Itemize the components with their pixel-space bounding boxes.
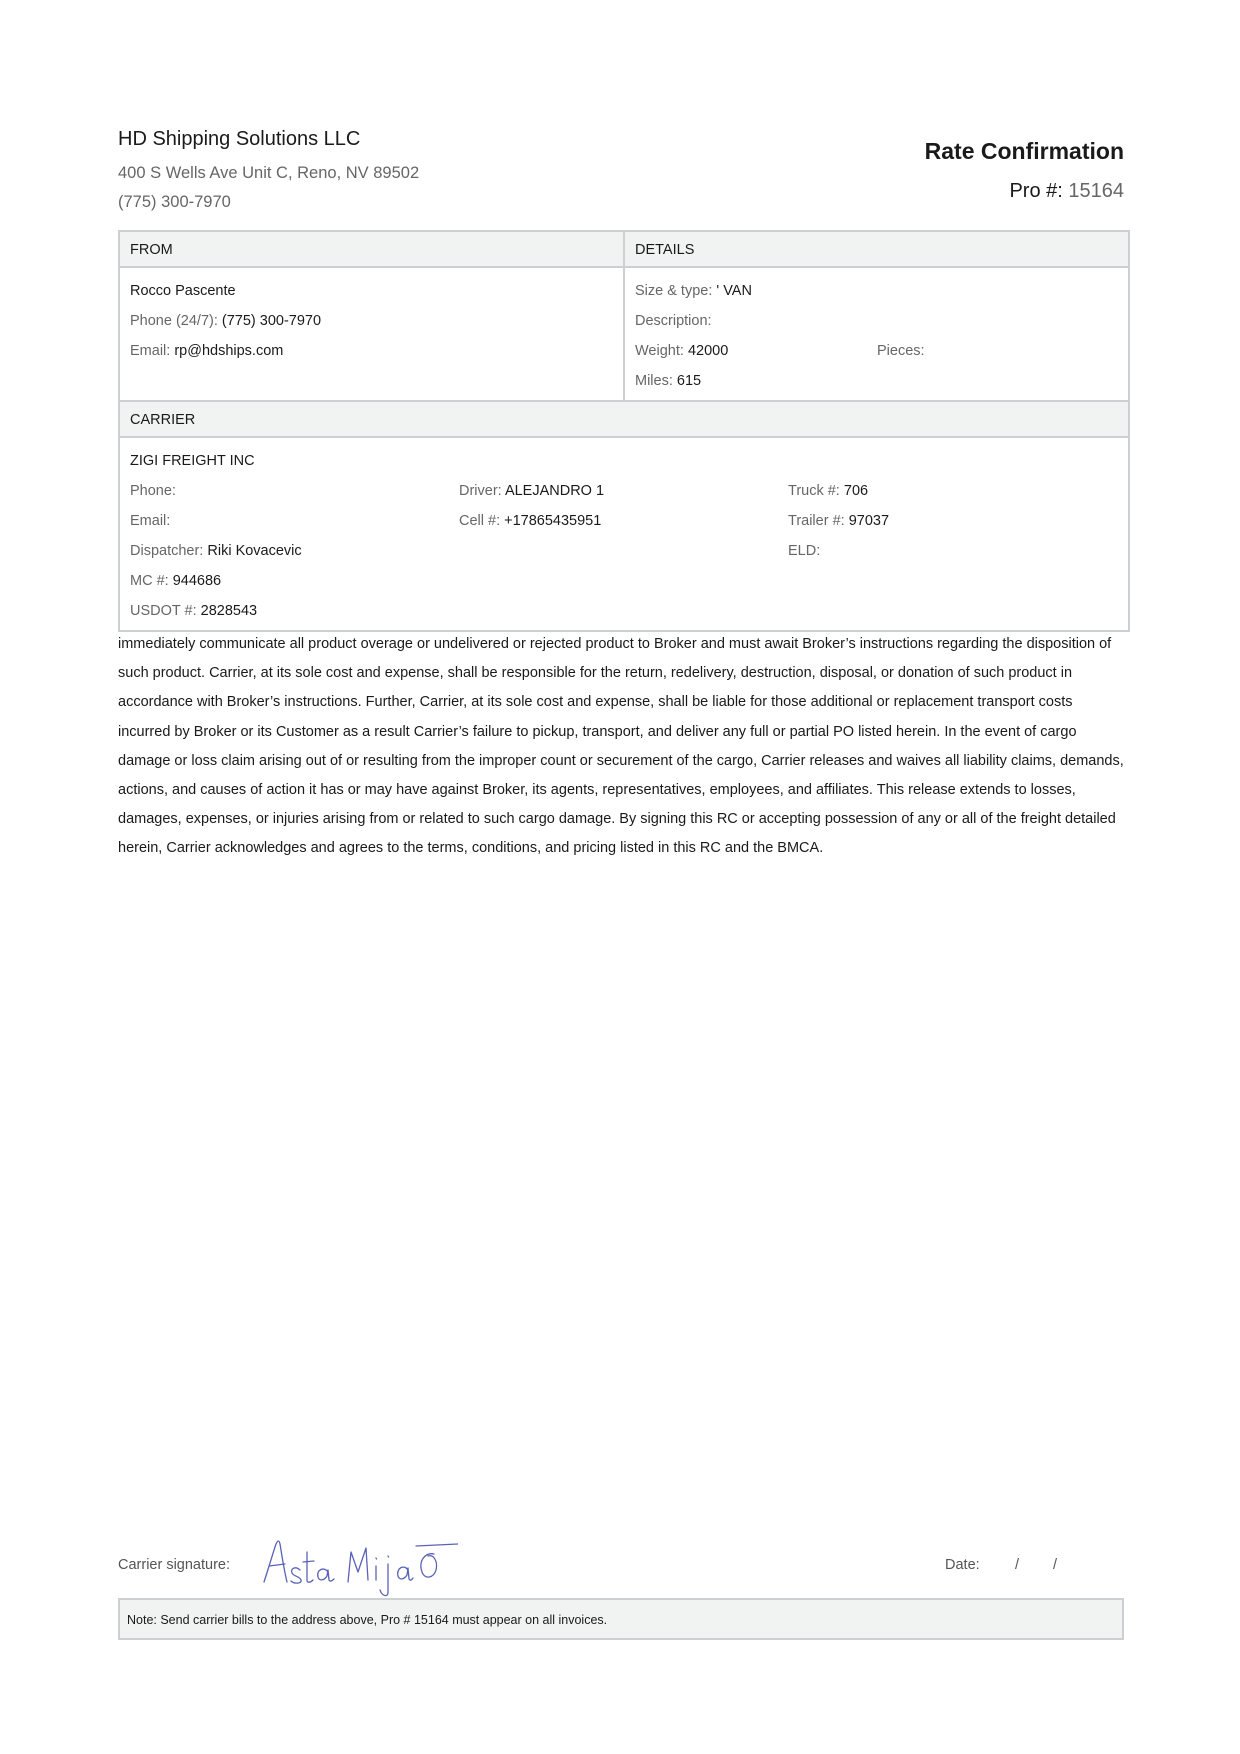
usdot-row (130, 596, 459, 626)
pieces-field (877, 336, 925, 366)
carrier-name: ZIGI FREIGHT INC (130, 453, 255, 469)
from-section-header: FROM (119, 231, 624, 267)
from-phone-value: (775) 300-7970 (221, 313, 322, 329)
pro-number-label: Pro #: (1009, 180, 1063, 202)
carrier-section-header: CARRIER (119, 401, 1129, 437)
carrier-contact-column (130, 476, 459, 626)
dispatcher-row (130, 536, 459, 566)
driver-label: Driver: (459, 483, 502, 499)
truck-row (788, 476, 1118, 506)
eld-row (788, 536, 1118, 566)
description-label: Description: (635, 313, 712, 329)
carrier-section (119, 437, 1129, 631)
carrier-phone-label: Phone: (130, 483, 176, 499)
trailer-row (788, 506, 1118, 536)
date-label: Date: (945, 1557, 980, 1573)
from-email-label: Email: (130, 343, 171, 359)
weight-pieces-row (635, 336, 1118, 366)
carrier-columns (130, 476, 1118, 626)
mc-label: MC #: (130, 573, 169, 589)
usdot-label: USDOT #: (130, 603, 197, 619)
size-type-row (635, 276, 1118, 306)
description-row (635, 306, 1118, 336)
details-section-header: DETAILS (624, 231, 1129, 267)
driver-value: ALEJANDRO 1 (504, 483, 605, 499)
size-type-value: ' VAN (716, 283, 752, 299)
truck-value: 706 (843, 483, 869, 499)
document-title: Rate Confirmation (924, 138, 1124, 164)
signature-row (118, 1530, 1124, 1600)
weight-field (635, 336, 877, 366)
size-type-label: Size & type: (635, 283, 713, 299)
company-phone: (775) 300-7970 (118, 193, 231, 211)
miles-value: 615 (676, 373, 702, 389)
terms-paragraph: immediately communicate all product overage or undelivered or rejected product to Broker and must await Broker’s instructions regarding the disposition of such product. Carrier, at its sole cost and expense, shall be responsible for the return, redelivery, destruction, disposal, or donation of such product in accordance with Broker’s instructions. Further, Carrier, at its sole cost and expense, shall be liable for those additional or replacement transport costs incurred by Broker or its Customer as a result Carrier’s failure to pickup, transport, and deliver any full or partial PO listed herein. In the event of cargo damage or loss claim arising out of or resulting from the improper count or securement of the cargo, Carrier releases and waives all liability claims, demands, actions, and causes of action it has or may have against Broker, its agents, representatives, employees, and affiliates. This release extends to losses, damages, expenses, or injuries arising from or related to such cargo damage. By signing this RC or accepting possession of any or all of the freight detailed herein, Carrier acknowledges and agrees to the terms, conditions, and pricing listed in this RC and the BMCA. (118, 636, 1124, 857)
eld-label: ELD: (788, 543, 821, 559)
billing-note: Note: Send carrier bills to the address above, Pro # 15164 must appear on all invoices. (118, 1598, 1124, 1640)
trailer-label: Trailer #: (788, 513, 845, 529)
carrier-email-row (130, 506, 459, 536)
carrier-phone-row (130, 476, 459, 506)
cell-row (459, 506, 788, 536)
dispatcher-value: Riki Kovacevic (207, 543, 302, 559)
dispatcher-label: Dispatcher: (130, 543, 204, 559)
weight-value: 42000 (687, 343, 729, 359)
mc-row (130, 566, 459, 596)
miles-label: Miles: (635, 373, 673, 389)
trailer-value: 97037 (848, 513, 890, 529)
from-email-row (130, 336, 613, 366)
date-separator-1: / (1015, 1557, 1020, 1573)
mc-value: 944686 (172, 573, 222, 589)
pro-number-value: 15164 (1068, 180, 1124, 202)
date-separator-2: / (1053, 1557, 1058, 1573)
carrier-equipment-column (788, 476, 1118, 626)
cell-label: Cell #: (459, 513, 501, 529)
pieces-label: Pieces: (877, 343, 925, 359)
from-contact-name: Rocco Pascente (130, 283, 236, 299)
shipment-info-table (118, 230, 1130, 632)
carrier-driver-column (459, 476, 788, 626)
usdot-value: 2828543 (200, 603, 258, 619)
weight-label: Weight: (635, 343, 684, 359)
document-header (118, 128, 1124, 218)
details-section (624, 267, 1129, 401)
driver-row (459, 476, 788, 506)
company-name: HD Shipping Solutions LLC (118, 128, 361, 150)
cell-value: +17865435951 (504, 513, 602, 529)
from-phone-label: Phone (24/7): (130, 313, 218, 329)
carrier-signature-label: Carrier signature: (118, 1557, 231, 1573)
company-address: 400 S Wells Ave Unit C, Reno, NV 89502 (118, 164, 420, 182)
from-section (119, 267, 624, 401)
from-email-value: rp@hdships.com (174, 343, 284, 359)
from-phone-row (130, 306, 613, 336)
rate-confirmation-page (118, 0, 1124, 1754)
truck-label: Truck #: (788, 483, 840, 499)
miles-row (635, 366, 1118, 396)
pro-number (1009, 180, 1124, 203)
handwritten-signature (258, 1530, 458, 1600)
carrier-email-label: Email: (130, 513, 171, 529)
